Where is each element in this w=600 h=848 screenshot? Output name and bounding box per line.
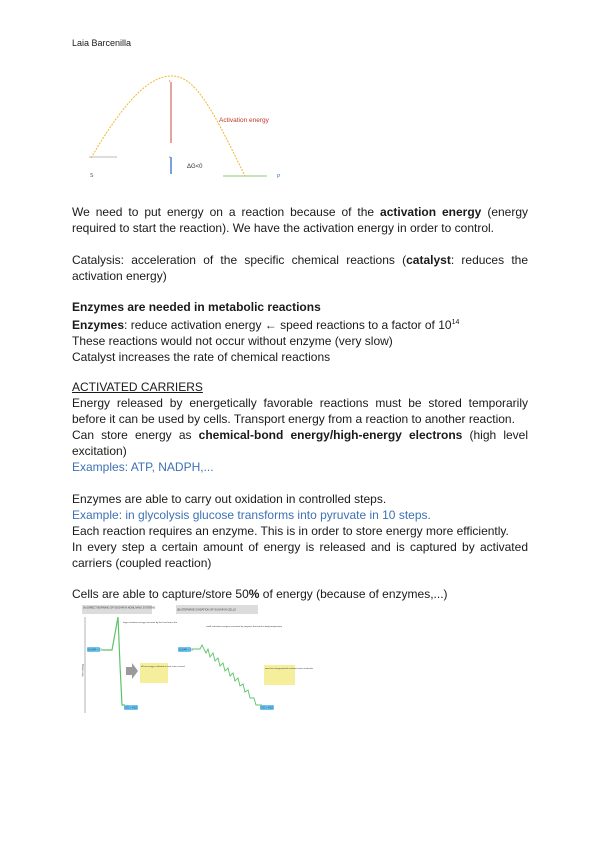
paragraph-enzymes — [72, 299, 528, 365]
reactant-label: S — [90, 173, 94, 179]
panel-a-title: (A) DIRECT BURNING OF SUGAR IN NONLIVING SYSTEMS — [83, 606, 156, 610]
panel-b-steps — [192, 645, 262, 705]
capture-text-1: Cells are able to capture/store 50 — [72, 587, 249, 601]
panel-a-note-box-text: all free energy is released as heat; none is stored — [141, 666, 185, 668]
p1-text-1: We need to put energy on a reaction because of the — [72, 205, 381, 219]
panel-b-title: (B) STEPWISE OXIDATION OF SUGAR IN CELLS — [177, 608, 236, 612]
activated-carriers-heading: ACTIVATED CARRIERS — [72, 380, 203, 394]
p2-text-1: Catalysis: acceleration of the specific chemical reactions ( — [72, 253, 407, 267]
p2-text-2: : reduces the activation energy) — [72, 253, 529, 283]
panel-a-note-top: large activation energy overcome by the heat from a fire — [123, 622, 178, 624]
carriers-examples: Examples: ATP, NADPH,... — [72, 460, 214, 474]
oxidation-line-3: Each reaction requires an enzyme. This is in order to store energy more efficiently. — [72, 524, 509, 538]
oxidation-comparison-figure — [81, 605, 314, 717]
peak-dot: • — [169, 78, 171, 83]
activation-energy-label: Activation energy — [219, 117, 269, 124]
oxidation-line-4: In every step a certain amount of energy is released and is captured by activated carriers (coupled reaction) — [72, 540, 528, 570]
panel-b-end-label: CO2 + H2O — [260, 706, 274, 710]
panel-b-start-label: SUGAR + O2 — [178, 648, 193, 652]
p1-text-2: (energy required to start the reaction). We have the activation energy in order to control. — [72, 205, 529, 235]
paragraph-activated-carriers — [72, 379, 528, 475]
ts-dot: • — [169, 154, 171, 159]
carriers-line-1: Energy released by energetically favorable reactions must be stored temporarily before it can be used by cells. Transport energy from a reaction to another reaction. — [72, 396, 528, 426]
panel-a-spike — [102, 617, 125, 705]
enzymes-line-3: Catalyst increases the rate of chemical reactions — [72, 350, 331, 364]
panel-a-start-label: SUGAR + O2 — [87, 648, 102, 652]
enzymes-heading: Enzymes are needed in metabolic reactions — [72, 300, 321, 314]
p2-bold-catalyst: catalyst — [406, 253, 451, 267]
panel-b-note-box-text: some free energy stored in activated carrier molecules — [265, 668, 314, 670]
panel-stepwise-oxidation — [176, 605, 313, 710]
enzymes-bold: Enzymes — [72, 318, 125, 332]
enzymes-exponent: 14 — [451, 319, 460, 326]
delta-g-label: ΔG<0 — [187, 164, 203, 170]
carriers-line-2-a: Can store energy as — [72, 428, 199, 442]
activation-energy-diagram — [85, 70, 295, 185]
paragraph-catalysis — [72, 252, 528, 284]
carriers-line-2-b: (high level excitation) — [72, 428, 528, 458]
p1-bold-activation-energy: activation energy — [380, 205, 482, 219]
paragraph-oxidation — [72, 491, 528, 571]
paragraph-activation-energy — [72, 204, 528, 236]
capture-percent: % — [248, 587, 260, 601]
energy-curve — [91, 76, 245, 176]
panel-b-note-top: small activation energies overcome by enzymes that work at body temperature — [206, 626, 283, 628]
panel-a-end-label: CO2 + H2O — [124, 706, 138, 710]
enzymes-line-2: These reactions would not occur without enzyme (very slow) — [72, 334, 393, 348]
carriers-bold-energy: chemical-bond energy/high-energy electrons — [198, 428, 463, 442]
oxidation-example: Example: in glycolysis glucose transforms into pyruvate in 10 steps. — [72, 508, 431, 522]
axis-label: free energy — [81, 663, 85, 677]
panel-a-arrow — [126, 663, 138, 679]
author-name: Laia Barcenilla — [72, 38, 132, 48]
paragraph-capture — [72, 586, 528, 602]
oxidation-line-1: Enzymes are able to carry out oxidation in controlled steps. — [72, 492, 387, 506]
capture-text-2: of energy (because of enzymes,...) — [259, 587, 448, 601]
enzymes-line-1: : reduce activation energy ← speed reactions to a factor of 10 — [124, 318, 452, 332]
product-label: P — [277, 174, 281, 180]
panel-direct-burning — [82, 605, 185, 713]
